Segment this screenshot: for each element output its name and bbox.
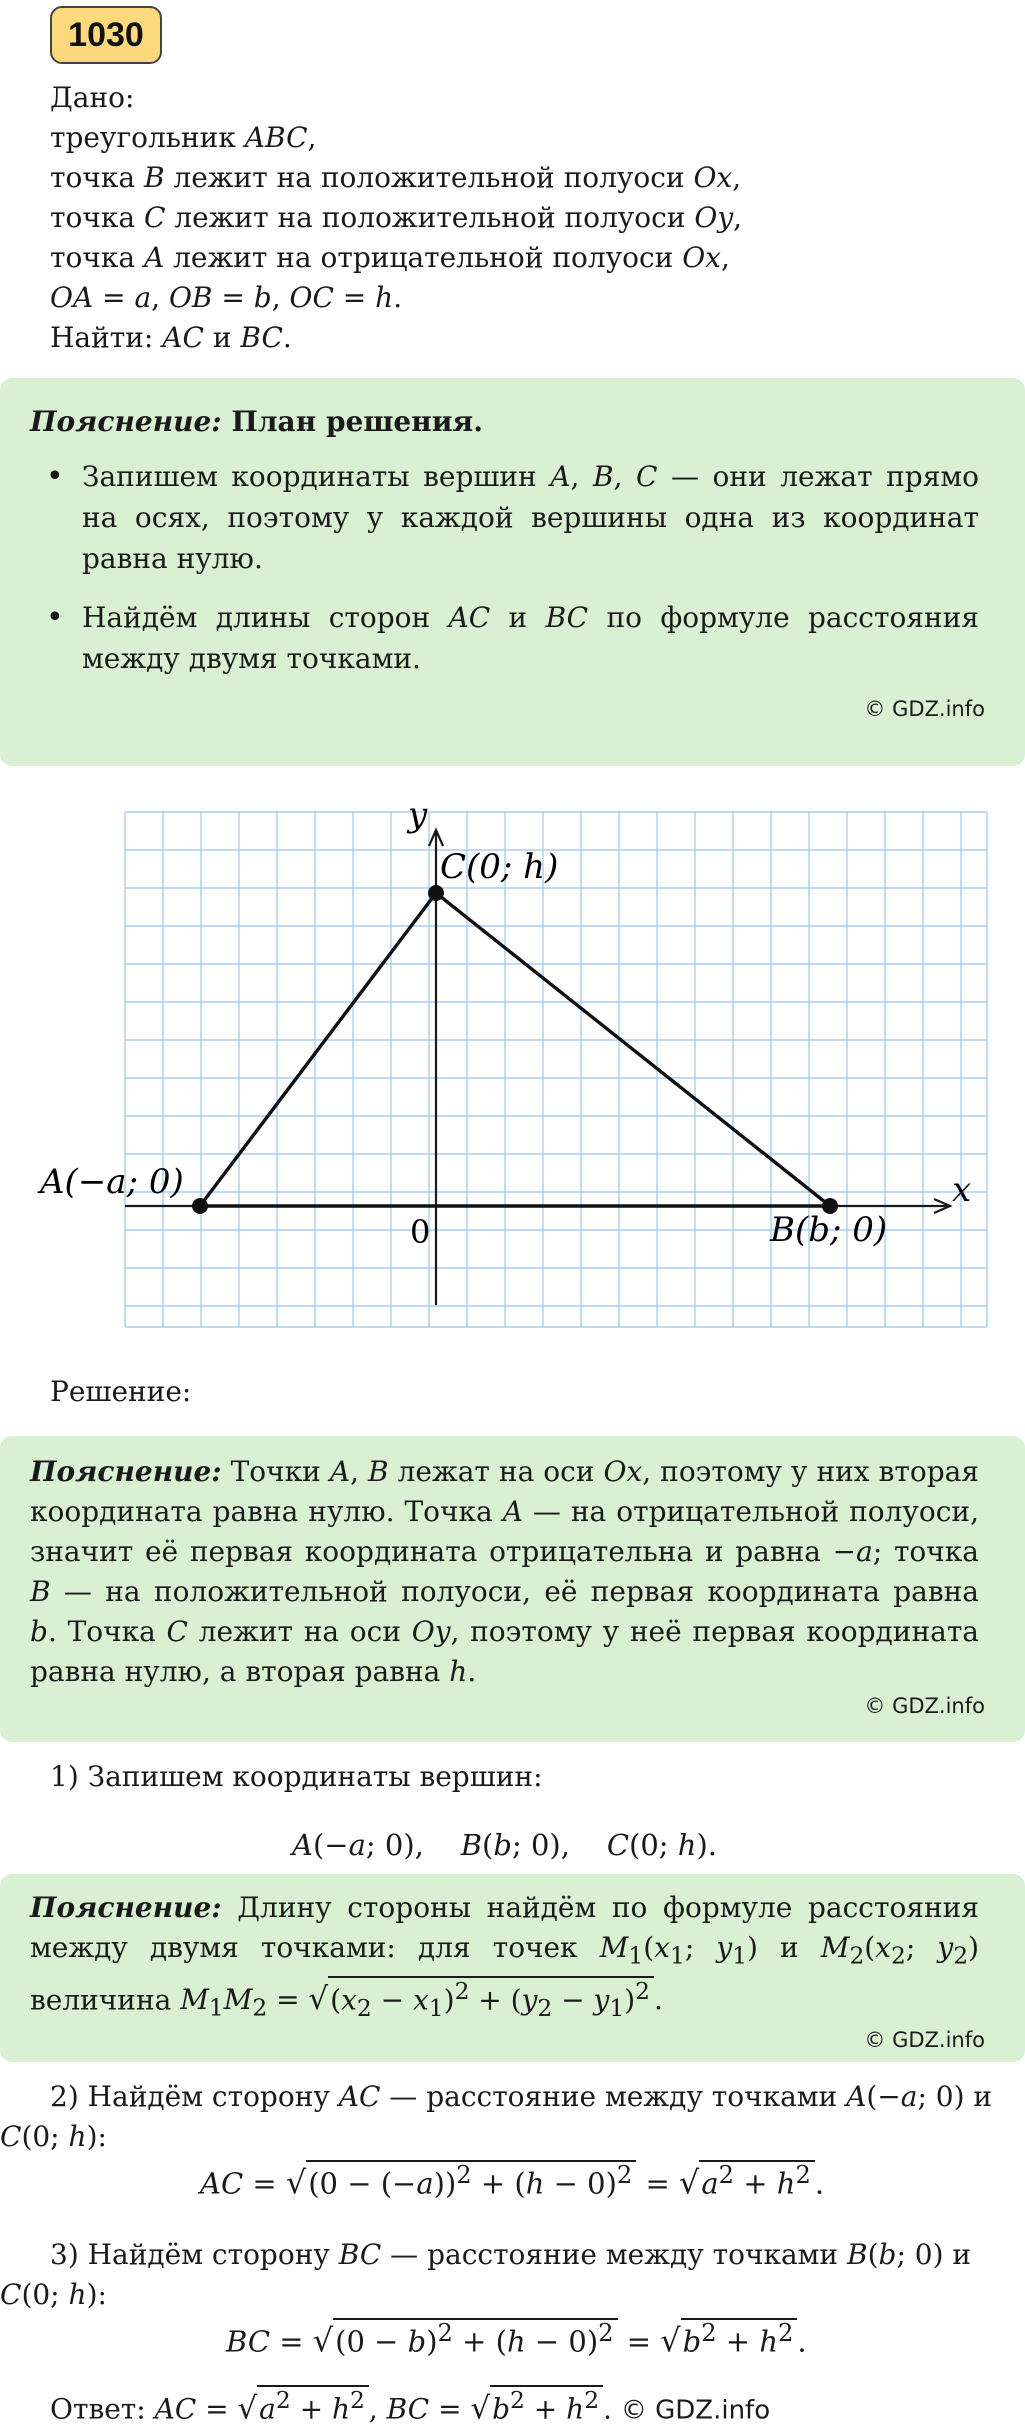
step2-line2: C(0; h): (0, 2120, 107, 2153)
point-a-dot (192, 1198, 208, 1214)
step2-line1: 2) Найдём сторону AC — расстояние между точками A(−a; 0) и (50, 2080, 993, 2113)
distance-formula: $M_1M_2 = √(x_2 - x_1)^2 + (y_2 - y_1)^2$ . (180, 1976, 663, 2022)
explain1-panel (0, 1436, 1025, 1742)
point-c-label: C(0; h) (440, 847, 559, 887)
axis-y-label: y (408, 795, 428, 835)
answer-line: Ответ: AC = $√a^2 + h^2$ , BC = $√b^2 + h^2$ . © GDZ.info (50, 2386, 771, 2427)
given-line: точка C лежит на положительной полуоси Oy, (50, 201, 743, 234)
explain1-label: Пояснение: (30, 1455, 222, 1488)
answer-copyright: © GDZ.info (620, 2395, 771, 2426)
explain2-label: Пояснение: (30, 1891, 222, 1924)
given-title: Дано: (50, 81, 135, 114)
plan-bullet: • Запишем координаты вершин A, B, C — они лежат прямо на осях, поэтому у каждой вершины одна из координат равна нулю. (0, 456, 1025, 579)
explain1-text: Пояснение: Точки A, B лежат на оси Ox, поэтому у них вторая координата равна нулю. Точка A — на отрицательной полуоси, значит её первая координата отрицательна и равна −a; точка B — на положительной полуоси, её первая координата равна b. Точка C лежит на оси Oy, поэтому у неё первая координата равна нулю, а вторая равна h. (30, 1455, 979, 1688)
step3-line2: C(0; h): (0, 2278, 107, 2311)
solution-label: Решение: (50, 1375, 192, 1408)
plan-title: План решения. (231, 405, 483, 438)
triangle-abc (200, 893, 830, 1206)
plan-heading (0, 378, 1025, 442)
step3-formula: BC = $√(0 - b)^2 + (h - 0)^2 = √b^2 + h^2$ . (226, 2319, 807, 2360)
answer-label: Ответ: (50, 2392, 146, 2426)
point-a-label: A(−a; 0) (40, 1162, 184, 1202)
step1-text: 1) Запишем координаты вершин: (50, 1760, 543, 1793)
plan-bullet: • Найдём длины сторон AC и BC по формуле расстояния между двумя точками. (0, 597, 1025, 679)
step3-line1: 3) Найдём сторону BC — расстояние между точками B(b; 0) и (50, 2238, 972, 2271)
problem-number-badge: 1030 (50, 6, 162, 64)
axis-x-label: x (952, 1170, 972, 1210)
explain2-copyright: © GDZ.info (864, 2027, 985, 2052)
plan-panel (0, 378, 1025, 766)
origin-label: 0 (410, 1213, 431, 1251)
given-line: точка A лежит на отрицательной полуоси Ox, (50, 241, 730, 274)
given-line: треугольник ABC, (50, 121, 317, 154)
coordinate-figure (0, 790, 1025, 1350)
given-line: OA = a, OB = b, OC = h. (50, 281, 403, 314)
point-c-dot (428, 885, 444, 901)
given-line: точка B лежит на положительной полуоси Ox, (50, 161, 742, 194)
find-line: Найти: AC и BC. (50, 321, 292, 354)
given-block (50, 78, 742, 358)
point-b-label: B(b; 0) (770, 1210, 888, 1250)
explain2-text: Пояснение: Длину стороны найдём по формуле расстояния между двумя точками: для точек $M_1(x_1$; $y_1$) и $M_2(x_2$; $y_2$) величина $M_1M_2 = √(x_2 - x_1)^2 + (y_2 - y_1)^2$ . (30, 1891, 980, 2022)
explain1-copyright: © GDZ.info (864, 1694, 985, 1718)
plan-copyright: © GDZ.info (864, 697, 985, 721)
step2-formula: AC = $√(0 - (-a))^2 + (h - 0)^2 = √a^2 + h^2$ . (200, 2161, 825, 2202)
explain2-panel (0, 1874, 1025, 2062)
step1-coords: A(−a; 0), B(b; 0), C(0; h). (292, 1828, 718, 1862)
plan-label: Пояснение: (30, 405, 222, 438)
